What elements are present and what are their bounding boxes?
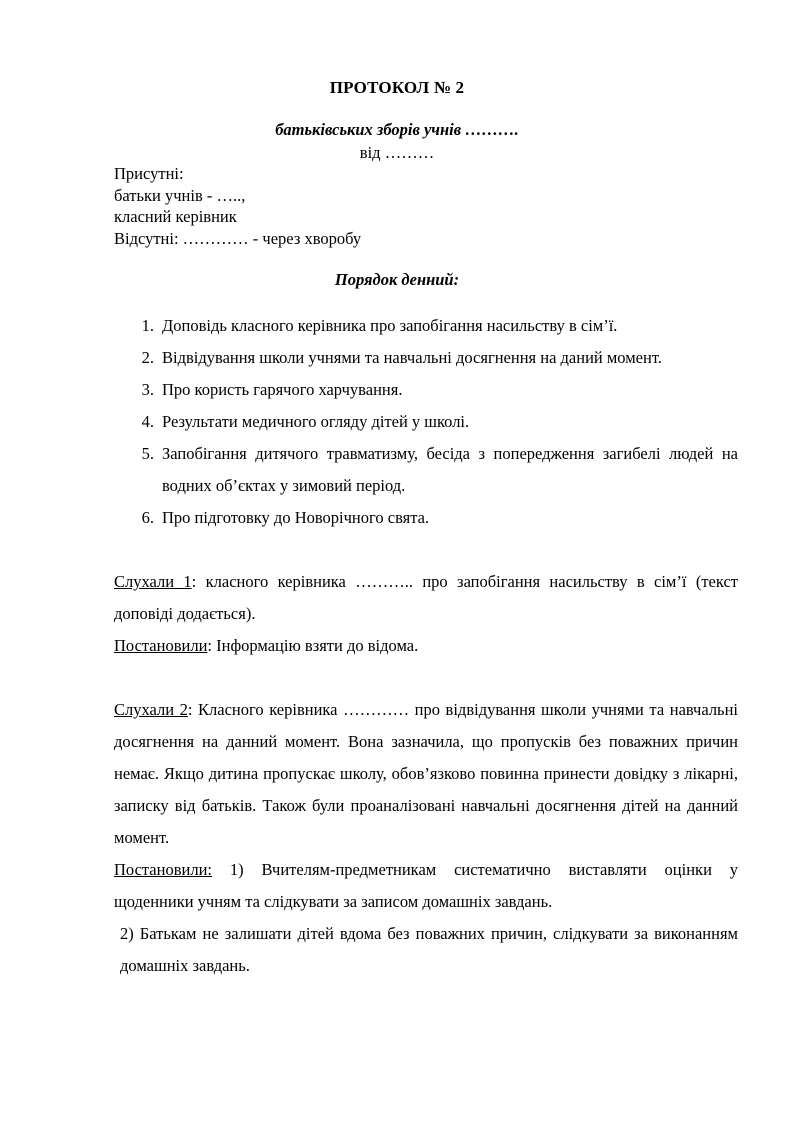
present-parents: батьки учнів - …..,: [114, 185, 246, 205]
section-2: [114, 694, 738, 982]
resolved-text: : Інформацію взяти до відома.: [207, 636, 419, 655]
document-subtitle: батьківських зборів учнів ……….: [275, 120, 519, 139]
agenda-item: [114, 374, 738, 406]
document-date: від ………: [359, 143, 435, 162]
heard-text: : Класного керівника ………… про відвідування школи учнями та навчальні досягнення на данний момент. Вона зазначила, що пропусків без поважних причин немає. Якщо дитина пропускає школу, обов’язково повинна принести довідку з лікарні, записку від батьків. Також були проаналізовані навчальні досягнення дітей на данний момент.: [114, 700, 738, 847]
resolved-label: Постановили:: [114, 860, 212, 879]
agenda-item-text: Доповідь класного керівника про запобігання насильству в сім’ї.: [162, 316, 618, 335]
agenda-item-number: 4.: [141, 412, 154, 431]
agenda-item: [114, 310, 738, 342]
agenda-list: [114, 310, 738, 534]
section-2-resolved-1: [114, 854, 738, 918]
agenda-item-number: 1.: [141, 316, 154, 335]
agenda-item-text: Відвідування школи учнями та навчальні досягнення на даний момент.: [162, 348, 662, 367]
agenda-item-number: 5.: [141, 444, 154, 463]
section-1: [114, 566, 738, 662]
document-title: ПРОТОКОЛ № 2: [329, 78, 465, 97]
attendance-block: [114, 163, 714, 249]
heard-label: Слухали 1: [114, 572, 192, 591]
agenda-item-text: Про підготовку до Новорічного свята.: [162, 508, 430, 527]
present-label: Присутні:: [114, 164, 184, 183]
agenda-item-text: Запобігання дитячого травматизму, бесіда з попередження загибелі людей на водних об’єктах у зимовий період.: [162, 444, 738, 495]
agenda-item: [114, 342, 738, 374]
section-2-heard: [114, 694, 738, 854]
agenda-title: Порядок денний:: [334, 270, 460, 289]
heard-label: Слухали 2: [114, 700, 188, 719]
agenda-item-number: 6.: [141, 508, 154, 527]
agenda-item: [114, 406, 738, 438]
resolved-label: Постановили: [114, 636, 208, 655]
absent-line: Відсутні: ………… - через хворобу: [114, 228, 362, 248]
section-1-heard: [114, 566, 738, 630]
section-2-resolved-2: 2) Батькам не залишати дітей вдома без поважних причин, слідкувати за виконанням домашніх завдань.: [120, 924, 738, 975]
present-teacher: класний керівник: [114, 207, 237, 226]
agenda-item-number: 3.: [141, 380, 154, 399]
resolved-text-1: 1) Вчителям-предметникам систематично виставляти оцінки у щоденники учням та слідкувати за записом домашніх завдань.: [114, 860, 738, 911]
agenda-item-text: Про користь гарячого харчування.: [162, 380, 403, 399]
heard-text: : класного керівника ……….. про запобігання насильству в сім’ї (текст доповіді додається).: [114, 572, 738, 623]
agenda-item-text: Результати медичного огляду дітей у школі.: [162, 412, 470, 431]
section-1-resolved: [114, 630, 738, 662]
agenda-item: [114, 502, 738, 534]
agenda-item: [114, 438, 738, 502]
agenda-item-number: 2.: [141, 348, 154, 367]
